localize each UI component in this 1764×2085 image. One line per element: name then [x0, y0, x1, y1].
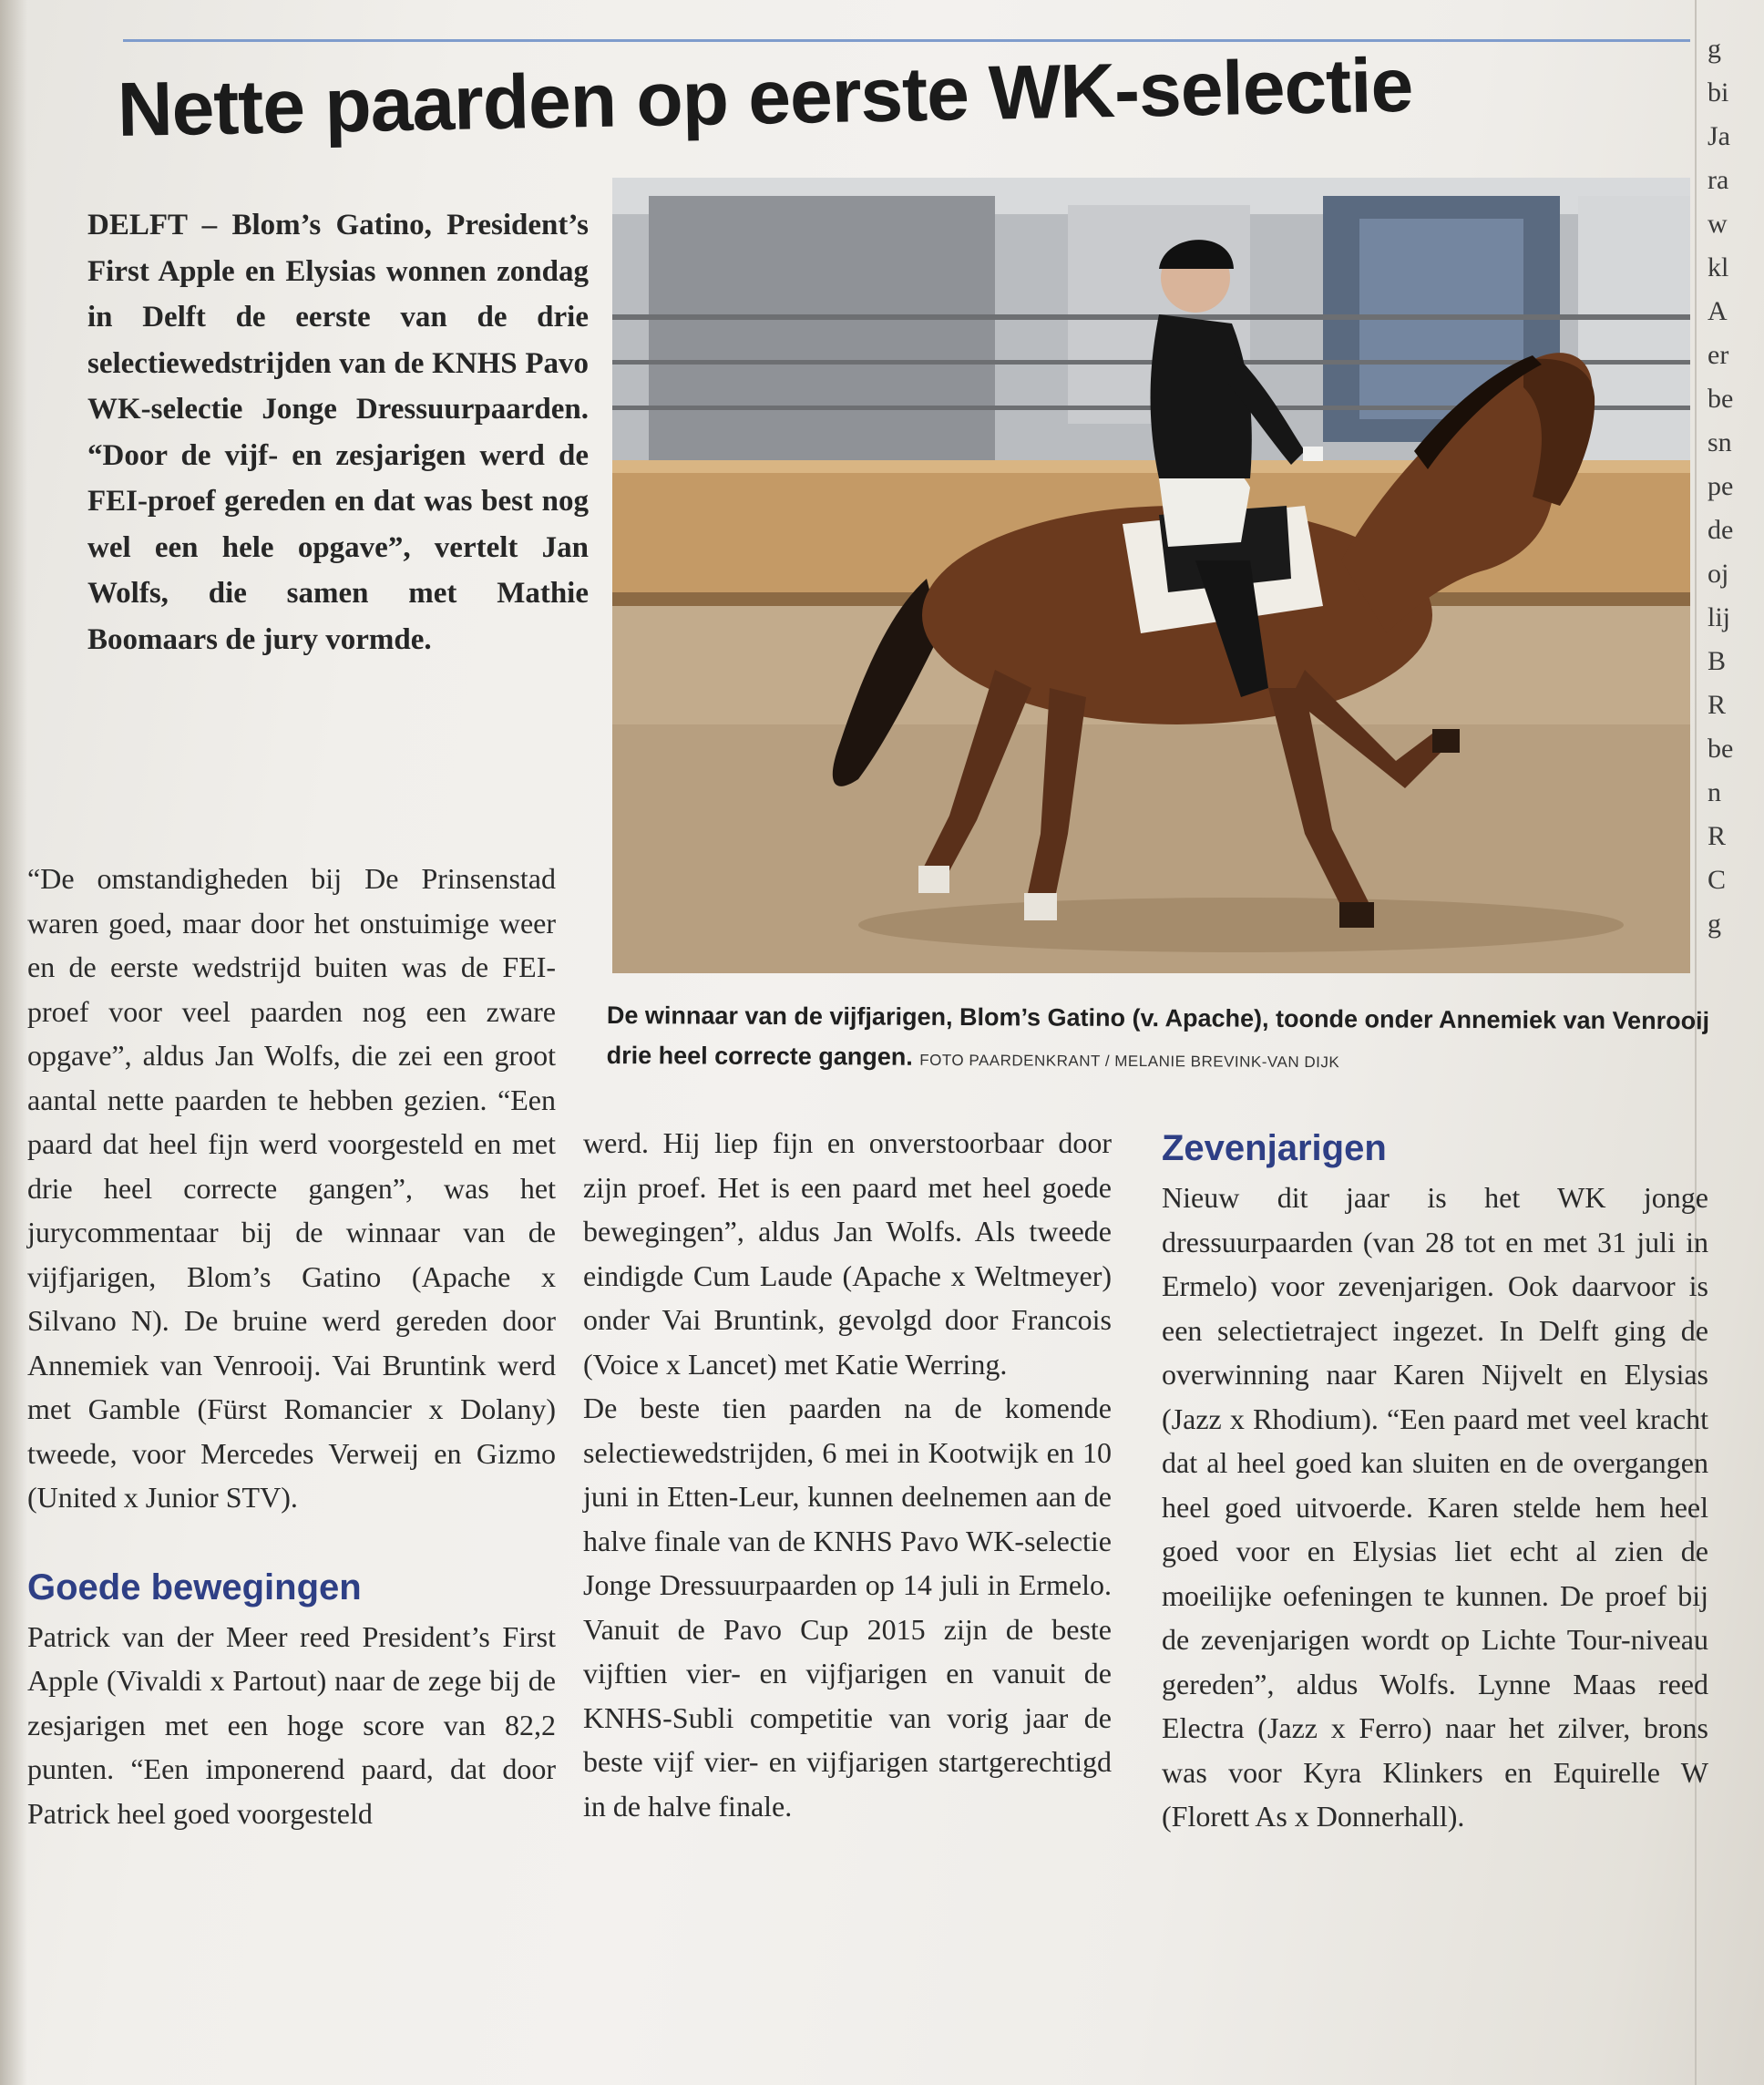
fragment: g: [1708, 909, 1721, 939]
fragment: B: [1708, 646, 1727, 676]
dressage-horse-illustration: [612, 178, 1690, 973]
adjacent-column-fragments: [1708, 27, 1764, 946]
photo-credit: FOTO PAARDENKRANT / MELANIE BREVINK-VAN DIJK: [919, 1051, 1340, 1072]
top-rule: [123, 39, 1690, 42]
fragment: R: [1708, 821, 1727, 851]
caption-text: De winnaar van de vijfjarigen, Blom’s Gatino (v. Apache), toonde onder Annemiek van Venrooij drie heel correcte gangen.: [606, 1001, 1710, 1071]
fragment: sn: [1708, 427, 1732, 457]
fragment: A: [1708, 296, 1728, 326]
fragment: ra: [1708, 165, 1729, 195]
fragment: er: [1708, 340, 1729, 370]
paragraph: “De omstandigheden bij De Prinsenstad waren goed, maar door het onstuimige weer en de eerste wedstrijd buiten was de FEI-proef voor veel paarden nog een zware opgave”, aldus Jan Wolfs, die zei een groot aantal nette paarden te hebben gezien. “Een paard dat heel fijn werd voorgesteld en met drie heel correcte gangen”, was het jurycommentaar bij de winnaar van de vijfjarigen, Blom’s Gatino (Apache x Silvano N). De bruine werd gereden door Annemiek van Venrooij. Vai Bruntink werd met Gamble (Fürst Romancier x Dolany) tweede, voor Mercedes Verweij en Gizmo (United x Junior STV).: [27, 862, 556, 1514]
subhead-zevenjarigen: Zevenjarigen: [1162, 1128, 1387, 1168]
fragment: oj: [1708, 559, 1729, 589]
fragment: kl: [1708, 252, 1729, 282]
column-2: [583, 1121, 1112, 1828]
fragment: g: [1708, 34, 1721, 64]
headline: Nette paarden op eerste WK-selectie: [117, 41, 1414, 152]
paragraph: werd. Hij liep fijn en onverstoorbaar door zijn proef. Het is een paard met heel goede bewegingen”, aldus Jan Wolfs. Als tweede eindigde Cum Laude (Apache x Weltmeyer) onder Vai Bruntink, gevolgd door Francois (Voice x Lancet) met Katie Werring.: [583, 1126, 1112, 1381]
lead-column: [87, 202, 589, 662]
fragment: de: [1708, 515, 1734, 545]
fragment: C: [1708, 865, 1727, 895]
fragment: pe: [1708, 471, 1734, 501]
paragraph: Patrick van der Meer reed President’s First Apple (Vivaldi x Partout) naar de zege bij de zesjarigen met een hoge score van 82,2 punten. “Een imponerend paard, dat door Patrick heel goed voorgesteld: [27, 1619, 556, 1830]
paragraph: De beste tien paarden na de komende selectiewedstrijden, 6 mei in Kootwijk en 10 juni in Etten-Leur, kunnen deelnemen aan de halve finale van de KNHS Pavo WK-selectie Jonge Dressuurpaarden op 14 juli in Ermelo. Vanuit de Pavo Cup 2015 zijn de beste vijftien vier- en vijfjarigen en vanuit de KNHS-Subli competitie van vorig jaar de beste vijf vier- en vijfjarigen startgerechtigd in de halve finale.: [583, 1392, 1112, 1823]
column-1: [27, 857, 556, 1835]
fragment: w: [1708, 209, 1728, 239]
column-3: [1162, 1123, 1708, 1839]
paragraph: Nieuw dit jaar is het WK jonge dressuurpaarden (van 28 tot en met 31 juli in Ermelo) voor zevenjarigen. Ook daarvoor is een selectietraject ingezet. In Delft ging de overwinning naar Karen Nijvelt en Elysias (Jazz x Rhodium). “Een paard met veel kracht dat al heel goed kan sluiten en de overgangen heel goed uitvoerde. Karen stelde hem heel goed voor en Elysias liet echt al zien de moeilijke oefeningen te kunnen. De proef bij de zevenjarigen wordt op Lichte Tour-niveau gereden”, aldus Wolfs. Lynne Maas reed Electra (Jazz x Ferro) naar het zilver, brons was voor Kyra Klinkers en Equirelle W (Florett As x Donnerhall).: [1162, 1181, 1708, 1833]
photo-caption: [607, 995, 1718, 1084]
fragment: lij: [1708, 602, 1731, 632]
fragment: n: [1708, 777, 1721, 807]
lead-paragraph: DELFT – Blom’s Gatino, President’s First Apple en Elysias wonnen zondag in Delft de eerste van de drie selectiewedstrijden van de KNHS Pavo WK-selectie Jonge Dressuurpaarden. “Door de vijf- en zesjarigen werd de FEI-proef gereden en dat was best nog wel een hele opgave”, vertelt Jan Wolfs, die samen met Mathie Boomaars de jury vormde.: [87, 209, 589, 656]
fragment: bi: [1708, 77, 1729, 108]
page-edge-shadow: [0, 0, 27, 2085]
fragment: be: [1708, 734, 1734, 764]
article-photo: [612, 178, 1690, 973]
fragment: Ja: [1708, 121, 1730, 151]
fragment: be: [1708, 384, 1734, 414]
subhead-goede-bewegingen: Goede bewegingen: [27, 1566, 362, 1607]
fragment: R: [1708, 690, 1727, 720]
